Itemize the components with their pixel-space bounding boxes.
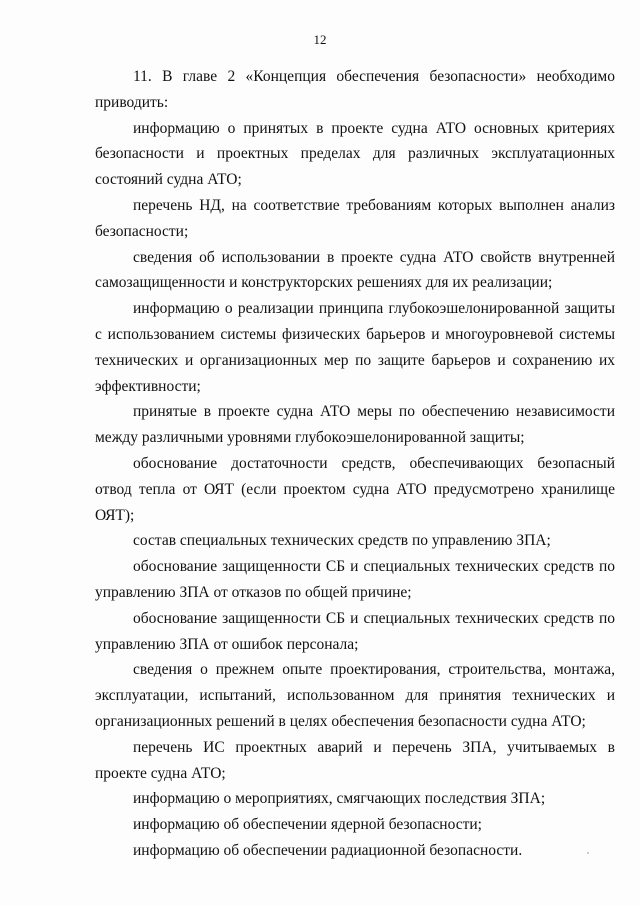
list-item-accident-initiators: перечень ИС проектных аварий и перечень ЗПА, учитываемых в проекте судна АТО; [95,738,615,782]
list-item-nuclear-safety: информацию об обеспечении ядерной безопасности; [133,816,482,834]
list-item-radiation-safety: информацию об обеспечении радиационной безопасности. [133,841,523,859]
list-item-normative-documents: перечень НД, на соответствие требованиям которых выполнен анализ безопасности; [95,196,615,240]
list-item-independence-measures: принятые в проекте судна АТО меры по обеспечению независимости между различными уровнями глубокоэшелонированной защиты; [95,403,615,447]
list-item-mitigation-measures: информацию о мероприятиях, смягчающих последствия ЗПА; [133,790,546,808]
list-item-personnel-errors: обоснование защищенности СБ и специальных технических средств по управлению ЗПА от ошибок персонала; [95,609,615,653]
section-intro-paragraph: 11. В главе 2 «Концепция обеспечения безопасности» необходимо приводить: [95,68,615,111]
list-item-technical-means: состав специальных технических средств по управлению ЗПА; [133,532,551,550]
list-item-heat-removal: обоснование достаточности средств, обеспечивающих безопасный отвод тепла от ОЯТ (если проектом судна АТО предусмотрено хранилище ОЯТ); [95,454,615,524]
list-item-safety-criteria: информацию о принятых в проекте судна АТО основных критериях безопасности и проектных пределах для различных эксплуатационных состояний судна АТО; [95,119,615,189]
list-item-defense-in-depth: информацию о реализации принципа глубокоэшелонированной защиты с использованием системы физических барьеров и многоуровневой системы технических и организационных мер по защите барьеров и сохранению их эффективности; [95,300,615,395]
list-item-common-cause-failures: обоснование защищенности СБ и специальных технических средств по управлению ЗПА от отказов по общей причине; [95,558,615,601]
scan-artifact [587,852,589,854]
list-item-prior-experience: сведения о прежнем опыте проектирования, строительства, монтажа, эксплуатации, испытаний, использованном для принятия технических и организационных решений в целях обеспечения безопасности судна АТО; [95,661,615,730]
page-number: 12 [313,32,327,47]
document-body [95,64,615,864]
list-item-self-protection: сведения об использовании в проекте судна АТО свойств внутренней самозащищенности и конструкторских решениях для их реализации; [95,248,615,292]
